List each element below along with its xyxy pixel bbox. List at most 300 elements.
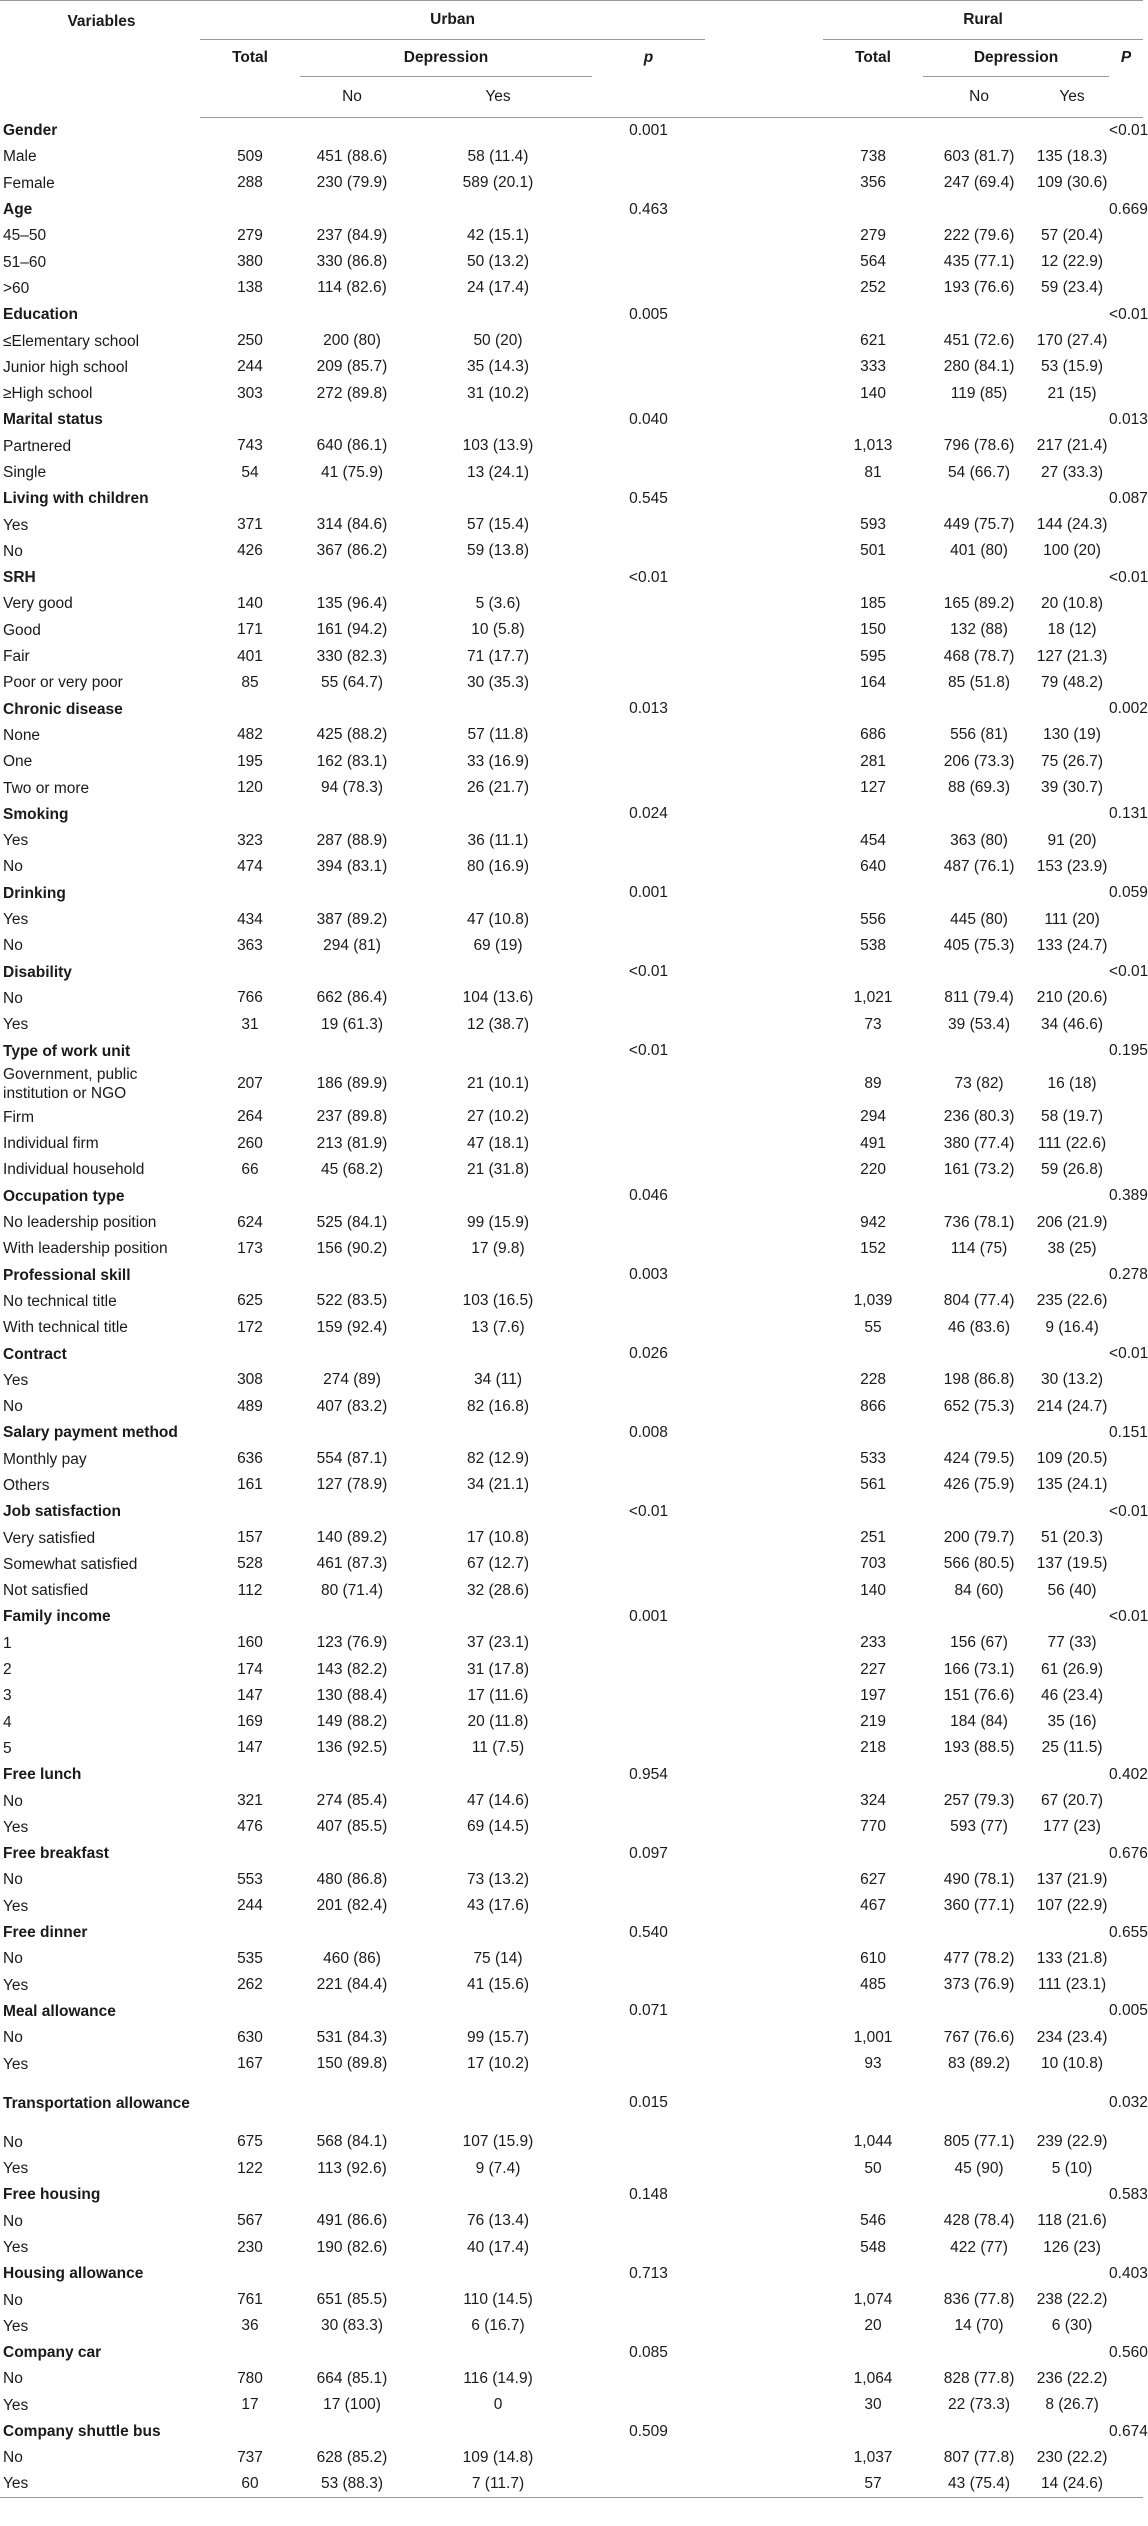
urban-yes-cell: 24 (17.4) — [466, 279, 530, 297]
urban-total-cell: 761 — [237, 2291, 263, 2309]
urban-no-cell: 143 (82.2) — [316, 1660, 388, 1678]
table-row — [0, 170, 1143, 196]
row-label: Yes — [3, 2055, 29, 2073]
rural-total-cell: 127 — [860, 779, 886, 797]
urban-yes-cell: 69 (14.5) — [466, 1818, 530, 1836]
rural-yes-cell: 27 (33.3) — [1041, 463, 1104, 481]
rural-total-cell: 251 — [860, 1529, 886, 1547]
section-row — [0, 2340, 1143, 2366]
urban-yes-cell: 10 (5.8) — [471, 621, 525, 639]
urban-yes-cell: 103 (16.5) — [462, 1292, 534, 1310]
section-row — [0, 1183, 1143, 1209]
table-row — [0, 1735, 1143, 1761]
table-row — [0, 1288, 1143, 1314]
urban-yes-cell: 47 (10.8) — [466, 910, 530, 928]
urban-total-cell: 279 — [237, 226, 263, 244]
urban-depression-header: Depression — [300, 40, 592, 77]
table-row — [0, 2313, 1143, 2339]
table-row — [0, 1236, 1143, 1262]
row-label: 51–60 — [3, 253, 47, 271]
urban-no-cell: 161 (94.2) — [316, 621, 388, 639]
section-label: Professional skill — [3, 1266, 131, 1284]
rural-yes-cell: 79 (48.2) — [1041, 673, 1104, 691]
rural-no-cell: 206 (73.3) — [943, 752, 1015, 770]
urban-yes-cell: 75 (14) — [473, 1949, 523, 1967]
table-row — [0, 1315, 1143, 1341]
rural-p-value: 0.151 — [1109, 1423, 1148, 1441]
section-label: Free housing — [3, 2186, 101, 2204]
urban-no-cell: 159 (92.4) — [316, 1318, 388, 1336]
section-row — [0, 696, 1143, 722]
rural-no-cell: 198 (86.8) — [943, 1371, 1015, 1389]
section-label: Housing allowance — [3, 2265, 144, 2283]
rural-no-cell: 165 (89.2) — [943, 594, 1015, 612]
row-label: Yes — [3, 832, 29, 850]
urban-no-cell: 554 (87.1) — [316, 1450, 388, 1468]
urban-yes-cell: 21 (31.8) — [466, 1160, 530, 1178]
rural-total-cell: 89 — [864, 1075, 882, 1093]
rural-yes-cell: 206 (21.9) — [1036, 1213, 1108, 1231]
row-label: Yes — [3, 2160, 29, 2178]
rural-yes-cell: 238 (22.2) — [1036, 2291, 1108, 2309]
rural-no-cell: 603 (81.7) — [943, 147, 1015, 165]
rural-yes-cell: 126 (23) — [1043, 2238, 1101, 2256]
rural-p-value: 0.195 — [1109, 1042, 1148, 1060]
rural-yes-cell: 58 (19.7) — [1041, 1108, 1104, 1126]
row-label: Single — [3, 464, 47, 481]
rural-total-cell: 1,074 — [853, 2291, 893, 2309]
urban-no-cell: 531 (84.3) — [316, 2028, 388, 2046]
urban-total-header: Total — [232, 49, 268, 67]
section-row — [0, 407, 1143, 433]
section-row — [0, 1841, 1143, 1867]
rural-p-value: <0.01 — [1109, 1345, 1148, 1362]
rural-total-cell: 548 — [860, 2238, 886, 2256]
urban-yes-cell: 71 (17.7) — [466, 647, 530, 665]
urban-no-cell: 186 (89.9) — [316, 1075, 388, 1093]
urban-yes-cell: 7 (11.7) — [404, 2471, 592, 2497]
urban-yes-cell: 17 (10.8) — [466, 1529, 530, 1547]
table-row — [0, 2287, 1143, 2313]
row-label: Individual household — [3, 1161, 145, 1179]
urban-total-cell: 120 — [237, 779, 263, 797]
rural-yes-cell: 111 (22.6) — [1037, 1134, 1107, 1152]
rural-p-value: 0.389 — [1109, 1187, 1148, 1205]
urban-no-cell: 664 (85.1) — [316, 2369, 388, 2387]
rural-no-cell: 736 (78.1) — [943, 1213, 1015, 1231]
rural-no-cell: 449 (75.7) — [943, 516, 1015, 534]
urban-p-header: p — [643, 49, 654, 67]
row-label: Junior high school — [3, 358, 128, 376]
table-row — [0, 275, 1143, 301]
row-label: 3 — [3, 1687, 12, 1705]
rural-p-value: 0.013 — [1109, 410, 1148, 428]
rural-no-cell: 405 (75.3) — [943, 936, 1015, 954]
table-row — [0, 538, 1143, 564]
urban-no-cell: 394 (83.1) — [316, 857, 388, 875]
table-row — [0, 670, 1143, 696]
rural-p-value: 0.669 — [1109, 200, 1148, 218]
rural-no-cell: 39 (53.4) — [948, 1015, 1011, 1033]
rural-total-cell: 220 — [860, 1160, 886, 1178]
rural-no-cell: 435 (77.1) — [943, 253, 1015, 271]
rural-yes-cell: 137 (19.5) — [1036, 1555, 1108, 1573]
urban-total-cell: 250 — [237, 332, 263, 350]
rural-no-cell: 490 (78.1) — [943, 1870, 1015, 1888]
table-row — [0, 2471, 1143, 2497]
urban-total-cell: 363 — [237, 936, 263, 954]
section-row — [0, 1038, 1143, 1064]
urban-no-cell: 94 (78.3) — [320, 779, 384, 797]
rural-total-cell: 57 — [823, 2471, 923, 2497]
urban-total-cell: 371 — [237, 516, 263, 534]
rural-total-cell: 294 — [860, 1108, 886, 1126]
urban-no-cell: 407 (85.5) — [316, 1818, 388, 1836]
variables-header: Variables — [0, 1, 200, 118]
table-header — [0, 1, 1143, 118]
section-label: Job satisfaction — [3, 1503, 121, 1521]
rural-total-cell: 610 — [860, 1949, 886, 1967]
row-label: Male — [3, 148, 37, 166]
section-label: Disability — [3, 963, 72, 981]
rural-no-cell: 119 (85) — [950, 384, 1008, 402]
section-label: Age — [3, 201, 33, 219]
rural-no-cell: 380 (77.4) — [943, 1134, 1015, 1152]
table-row — [0, 1946, 1143, 1972]
rural-total-cell: 1,039 — [853, 1292, 893, 1310]
rural-no-cell: 424 (79.5) — [943, 1450, 1015, 1468]
rural-total-cell: 1,021 — [853, 989, 893, 1007]
row-label: Yes — [3, 1371, 29, 1389]
table-row — [0, 828, 1143, 854]
urban-no-cell: 525 (84.1) — [316, 1213, 388, 1231]
rural-yes-cell: 18 (12) — [1047, 621, 1097, 639]
rural-p-value: <0.01 — [1109, 963, 1148, 981]
section-row — [0, 2077, 1143, 2129]
rural-total-cell: 942 — [860, 1213, 886, 1231]
urban-no-cell: 150 (89.8) — [316, 2055, 388, 2073]
urban-no-cell: 460 (86) — [323, 1949, 381, 1967]
urban-yes-cell: 34 (11) — [474, 1371, 522, 1389]
urban-p-value: 0.509 — [629, 2422, 668, 2440]
rural-no-cell: 193 (76.6) — [943, 279, 1015, 297]
urban-p-value: 0.463 — [629, 200, 668, 218]
urban-total-cell: 474 — [237, 857, 263, 875]
table-row — [0, 2392, 1143, 2418]
urban-yes-cell: 80 (16.9) — [466, 857, 530, 875]
row-label: Very satisfied — [3, 1529, 96, 1547]
rural-total-cell: 640 — [860, 857, 886, 875]
urban-yes-cell: 17 (10.2) — [466, 2055, 530, 2073]
rural-total-cell: 20 — [864, 2317, 882, 2335]
rural-no-cell: 114 (75) — [950, 1239, 1008, 1257]
rural-no-cell: 652 (75.3) — [943, 1397, 1015, 1415]
section-label: Living with children — [3, 490, 149, 508]
rural-yes-cell: 236 (22.2) — [1036, 2369, 1108, 2387]
rural-no-cell: 151 (76.6) — [943, 1686, 1015, 1704]
section-label: Company shuttle bus — [3, 2423, 161, 2441]
row-label: ≤Elementary school — [3, 332, 140, 350]
row-label: Yes — [3, 2396, 29, 2414]
section-label: Gender — [3, 122, 58, 140]
urban-no-cell: 200 (80) — [323, 332, 381, 350]
section-label: Free dinner — [3, 1924, 88, 1942]
urban-total-cell: 195 — [237, 752, 263, 770]
rural-total-cell: 228 — [860, 1371, 886, 1389]
rural-total-cell: 561 — [860, 1476, 886, 1494]
rural-total-cell: 150 — [860, 621, 886, 639]
rural-no-cell: 363 (80) — [950, 831, 1008, 849]
urban-yes-cell: 43 (17.6) — [466, 1897, 530, 1915]
urban-yes-cell: 34 (21.1) — [466, 1476, 530, 1494]
row-label: 1 — [3, 1634, 12, 1652]
rural-no-cell: 811 (79.4) — [944, 989, 1014, 1007]
rural-no-cell: 43 (75.4) — [923, 2471, 1035, 2497]
section-row — [0, 565, 1143, 591]
row-label: Firm — [3, 1108, 34, 1126]
rural-yes-cell: 8 (26.7) — [1045, 2396, 1099, 2414]
rural-p-value: 0.560 — [1109, 2343, 1148, 2361]
rural-no-cell: 73 (82) — [954, 1075, 1004, 1093]
urban-no-cell: 522 (83.5) — [316, 1292, 388, 1310]
table-row — [0, 2129, 1143, 2155]
urban-total-cell: 624 — [237, 1213, 263, 1231]
table-body — [0, 118, 1148, 2498]
urban-total-cell: 401 — [237, 647, 263, 665]
rural-yes-cell: 59 (23.4) — [1041, 279, 1104, 297]
rural-depression-header: Depression — [923, 40, 1109, 77]
section-label: Drinking — [3, 884, 66, 902]
urban-yes-cell: 26 (21.7) — [466, 779, 530, 797]
table-row — [0, 380, 1143, 406]
row-label: No — [3, 989, 23, 1007]
row-label: No — [3, 1398, 23, 1416]
urban-yes-cell: 13 (24.1) — [466, 463, 530, 481]
rural-yes-cell: 6 (30) — [1051, 2317, 1093, 2335]
urban-yes-cell: 58 (11.4) — [467, 147, 529, 165]
rural-total-cell: 1,037 — [853, 2448, 893, 2466]
urban-no-cell: 272 (89.8) — [316, 384, 388, 402]
rural-p-value: 0.005 — [1109, 2002, 1148, 2020]
section-row — [0, 486, 1143, 512]
urban-p-value: 0.008 — [629, 1423, 668, 1441]
rural-no-cell: 46 (83.6) — [948, 1318, 1011, 1336]
rural-total-cell: 454 — [860, 831, 886, 849]
urban-no-cell: 407 (83.2) — [316, 1397, 388, 1415]
table-row — [0, 2445, 1143, 2471]
table-row — [0, 1012, 1143, 1038]
urban-no-cell: 135 (96.4) — [316, 594, 388, 612]
section-row — [0, 880, 1143, 906]
section-label: SRH — [3, 569, 36, 587]
rural-p-value: 0.402 — [1109, 1765, 1148, 1783]
urban-total-cell: 36 — [241, 2317, 259, 2335]
row-label: No — [3, 1950, 23, 1968]
rural-total-cell: 556 — [860, 910, 886, 928]
table-row — [0, 1972, 1143, 1998]
urban-p-value: <0.01 — [628, 568, 669, 586]
urban-no-cell: 80 (71.4) — [320, 1581, 384, 1599]
rural-no-cell: 477 (78.2) — [943, 1949, 1015, 1967]
rural-no-cell: 360 (77.1) — [943, 1897, 1015, 1915]
urban-total-cell: 112 — [237, 1581, 263, 1599]
row-label: No technical title — [3, 1292, 117, 1310]
rural-total-cell: 55 — [864, 1318, 882, 1336]
rural-yes-cell: 30 (13.2) — [1041, 1371, 1104, 1389]
urban-total-cell: 173 — [237, 1239, 263, 1257]
rural-yes-cell: 177 (23) — [1043, 1818, 1101, 1836]
table-row — [0, 249, 1143, 275]
section-label: Contract — [3, 1345, 67, 1363]
urban-no-cell: 114 (82.6) — [317, 279, 387, 297]
section-row — [0, 196, 1143, 222]
rural-no-cell: 184 (84) — [950, 1713, 1008, 1731]
urban-yes-cell: 33 (16.9) — [466, 752, 530, 770]
rural-no-cell: 566 (80.5) — [943, 1555, 1015, 1573]
urban-yes-cell: 47 (14.6) — [466, 1792, 530, 1810]
rural-no-cell: 804 (77.4) — [943, 1292, 1015, 1310]
rural-total-cell: 152 — [860, 1239, 886, 1257]
table-row — [0, 1551, 1143, 1577]
rural-no-cell: 132 (88) — [950, 621, 1008, 639]
rural-yes-cell: 91 (20) — [1047, 831, 1097, 849]
rural-yes-cell: 144 (24.3) — [1036, 516, 1108, 534]
rural-no-cell: 200 (79.7) — [943, 1529, 1015, 1547]
row-label: Individual firm — [3, 1135, 99, 1153]
urban-total-cell: 262 — [237, 1976, 263, 1994]
urban-yes-cell: 9 (7.4) — [475, 2159, 521, 2177]
row-label: Yes — [3, 1016, 29, 1034]
rural-yes-cell: 39 (30.7) — [1041, 779, 1104, 797]
rural-no-cell: 828 (77.8) — [943, 2369, 1015, 2387]
section-row — [0, 2418, 1143, 2444]
rural-no-cell: 88 (69.3) — [948, 779, 1011, 797]
rural-p-value: <0.01 — [1109, 121, 1148, 139]
section-label: Family income — [3, 1608, 111, 1626]
urban-no-cell: 113 (92.6) — [317, 2159, 387, 2177]
rural-yes-cell: 57 (20.4) — [1041, 226, 1104, 244]
table-row — [0, 906, 1143, 932]
urban-no-cell: 140 (89.2) — [316, 1529, 388, 1547]
rural-total-cell: 1,044 — [853, 2133, 893, 2151]
section-row — [0, 2182, 1143, 2208]
urban-no-cell: 367 (86.2) — [316, 542, 388, 560]
rural-yes-cell: 38 (25) — [1047, 1239, 1097, 1257]
urban-total-cell: 630 — [237, 2028, 263, 2046]
section-label: Meal allowance — [3, 2002, 116, 2020]
urban-total-cell: 476 — [237, 1818, 263, 1836]
urban-total-cell: 535 — [237, 1949, 263, 1967]
row-label: Yes — [3, 911, 29, 929]
urban-p-value: 0.001 — [629, 1607, 668, 1625]
section-row — [0, 1919, 1143, 1945]
rural-total-cell: 564 — [860, 253, 886, 271]
urban-no-cell: 55 (64.7) — [320, 673, 384, 691]
row-label: Monthly pay — [3, 1450, 87, 1468]
rural-yes-cell: 127 (21.3) — [1036, 647, 1108, 665]
table-row — [0, 2155, 1143, 2181]
urban-no-cell: 53 (88.3) — [300, 2471, 404, 2497]
row-label: No — [3, 2370, 23, 2388]
row-label: None — [3, 726, 41, 744]
rural-yes-cell: 14 (24.6) — [1035, 2471, 1109, 2497]
urban-yes-cell: 36 (11.1) — [467, 831, 529, 849]
row-label: Yes — [3, 1818, 29, 1836]
rural-total-cell: 140 — [860, 1581, 886, 1599]
rural-total-cell: 501 — [860, 542, 886, 560]
rural-yes-cell: 234 (23.4) — [1036, 2028, 1108, 2046]
urban-yes-cell: 82 (16.8) — [466, 1397, 530, 1415]
rural-total-cell: 1,001 — [853, 2028, 893, 2046]
urban-no-cell: 41 (75.9) — [320, 463, 384, 481]
rural-yes-cell: 153 (23.9) — [1036, 857, 1108, 875]
rural-yes-cell: 34 (46.6) — [1041, 1015, 1104, 1033]
row-label: With technical title — [3, 1319, 128, 1337]
table-row — [0, 1157, 1143, 1183]
urban-total-cell: 85 — [241, 673, 259, 691]
rural-yes-cell: 10 (10.8) — [1041, 2055, 1104, 2073]
rural-p-header: P — [1120, 49, 1132, 67]
rural-yes-cell: 12 (22.9) — [1041, 253, 1104, 271]
urban-no-cell: 190 (82.6) — [316, 2238, 388, 2256]
table-row — [0, 2234, 1143, 2260]
rural-total-cell: 324 — [860, 1792, 886, 1810]
rural-yes-cell: 235 (22.6) — [1036, 1292, 1108, 1310]
rural-total-cell: 703 — [860, 1555, 886, 1573]
row-label: Partnered — [3, 437, 72, 455]
rural-total-cell: 770 — [860, 1818, 886, 1836]
urban-total-cell: 66 — [241, 1160, 259, 1178]
urban-yes-cell: 116 (14.9) — [463, 2369, 533, 2387]
urban-total-cell: 303 — [237, 384, 263, 402]
rural-yes-cell: 75 (26.7) — [1041, 752, 1104, 770]
urban-no-cell: 274 (89) — [323, 1371, 381, 1389]
urban-no-cell: 237 (84.9) — [316, 226, 388, 244]
row-label: Not satisfied — [3, 1582, 89, 1600]
urban-total-cell: 489 — [237, 1397, 263, 1415]
urban-no-cell: 130 (88.4) — [316, 1686, 388, 1704]
rural-no-cell: 422 (77) — [950, 2238, 1008, 2256]
table-row — [0, 591, 1143, 617]
table-row — [0, 2208, 1143, 2234]
urban-p-value: 0.148 — [629, 2185, 668, 2203]
rural-p-value: <0.01 — [1109, 305, 1148, 323]
rural-yes-cell: 20 (10.8) — [1041, 594, 1104, 612]
urban-p-value: 0.545 — [629, 489, 668, 507]
section-label: Free lunch — [3, 1766, 82, 1784]
section-row — [0, 1341, 1143, 1367]
urban-total-cell: 172 — [237, 1318, 263, 1336]
urban-yes-cell: 31 (10.2) — [466, 384, 530, 402]
row-label: No — [3, 1792, 23, 1810]
urban-total-cell: 737 — [237, 2448, 263, 2466]
urban-total-cell: 434 — [237, 910, 263, 928]
urban-total-cell: 675 — [237, 2133, 263, 2151]
row-label: >60 — [3, 279, 30, 297]
table-row — [0, 223, 1143, 249]
urban-no-cell: 162 (83.1) — [316, 752, 388, 770]
urban-total-cell: 780 — [237, 2369, 263, 2387]
urban-yes-cell: 73 (13.2) — [466, 1870, 530, 1888]
table-row — [0, 512, 1143, 538]
rural-yes-cell: 239 (22.9) — [1036, 2133, 1108, 2151]
urban-p-value: 0.097 — [629, 1844, 668, 1862]
urban-p-value: 0.040 — [629, 410, 668, 428]
rural-yes-cell: 210 (20.6) — [1036, 989, 1108, 1007]
urban-total-cell: 509 — [237, 147, 263, 165]
row-label: Yes — [3, 1976, 29, 1994]
rural-no-cell: 83 (89.2) — [948, 2055, 1011, 2073]
